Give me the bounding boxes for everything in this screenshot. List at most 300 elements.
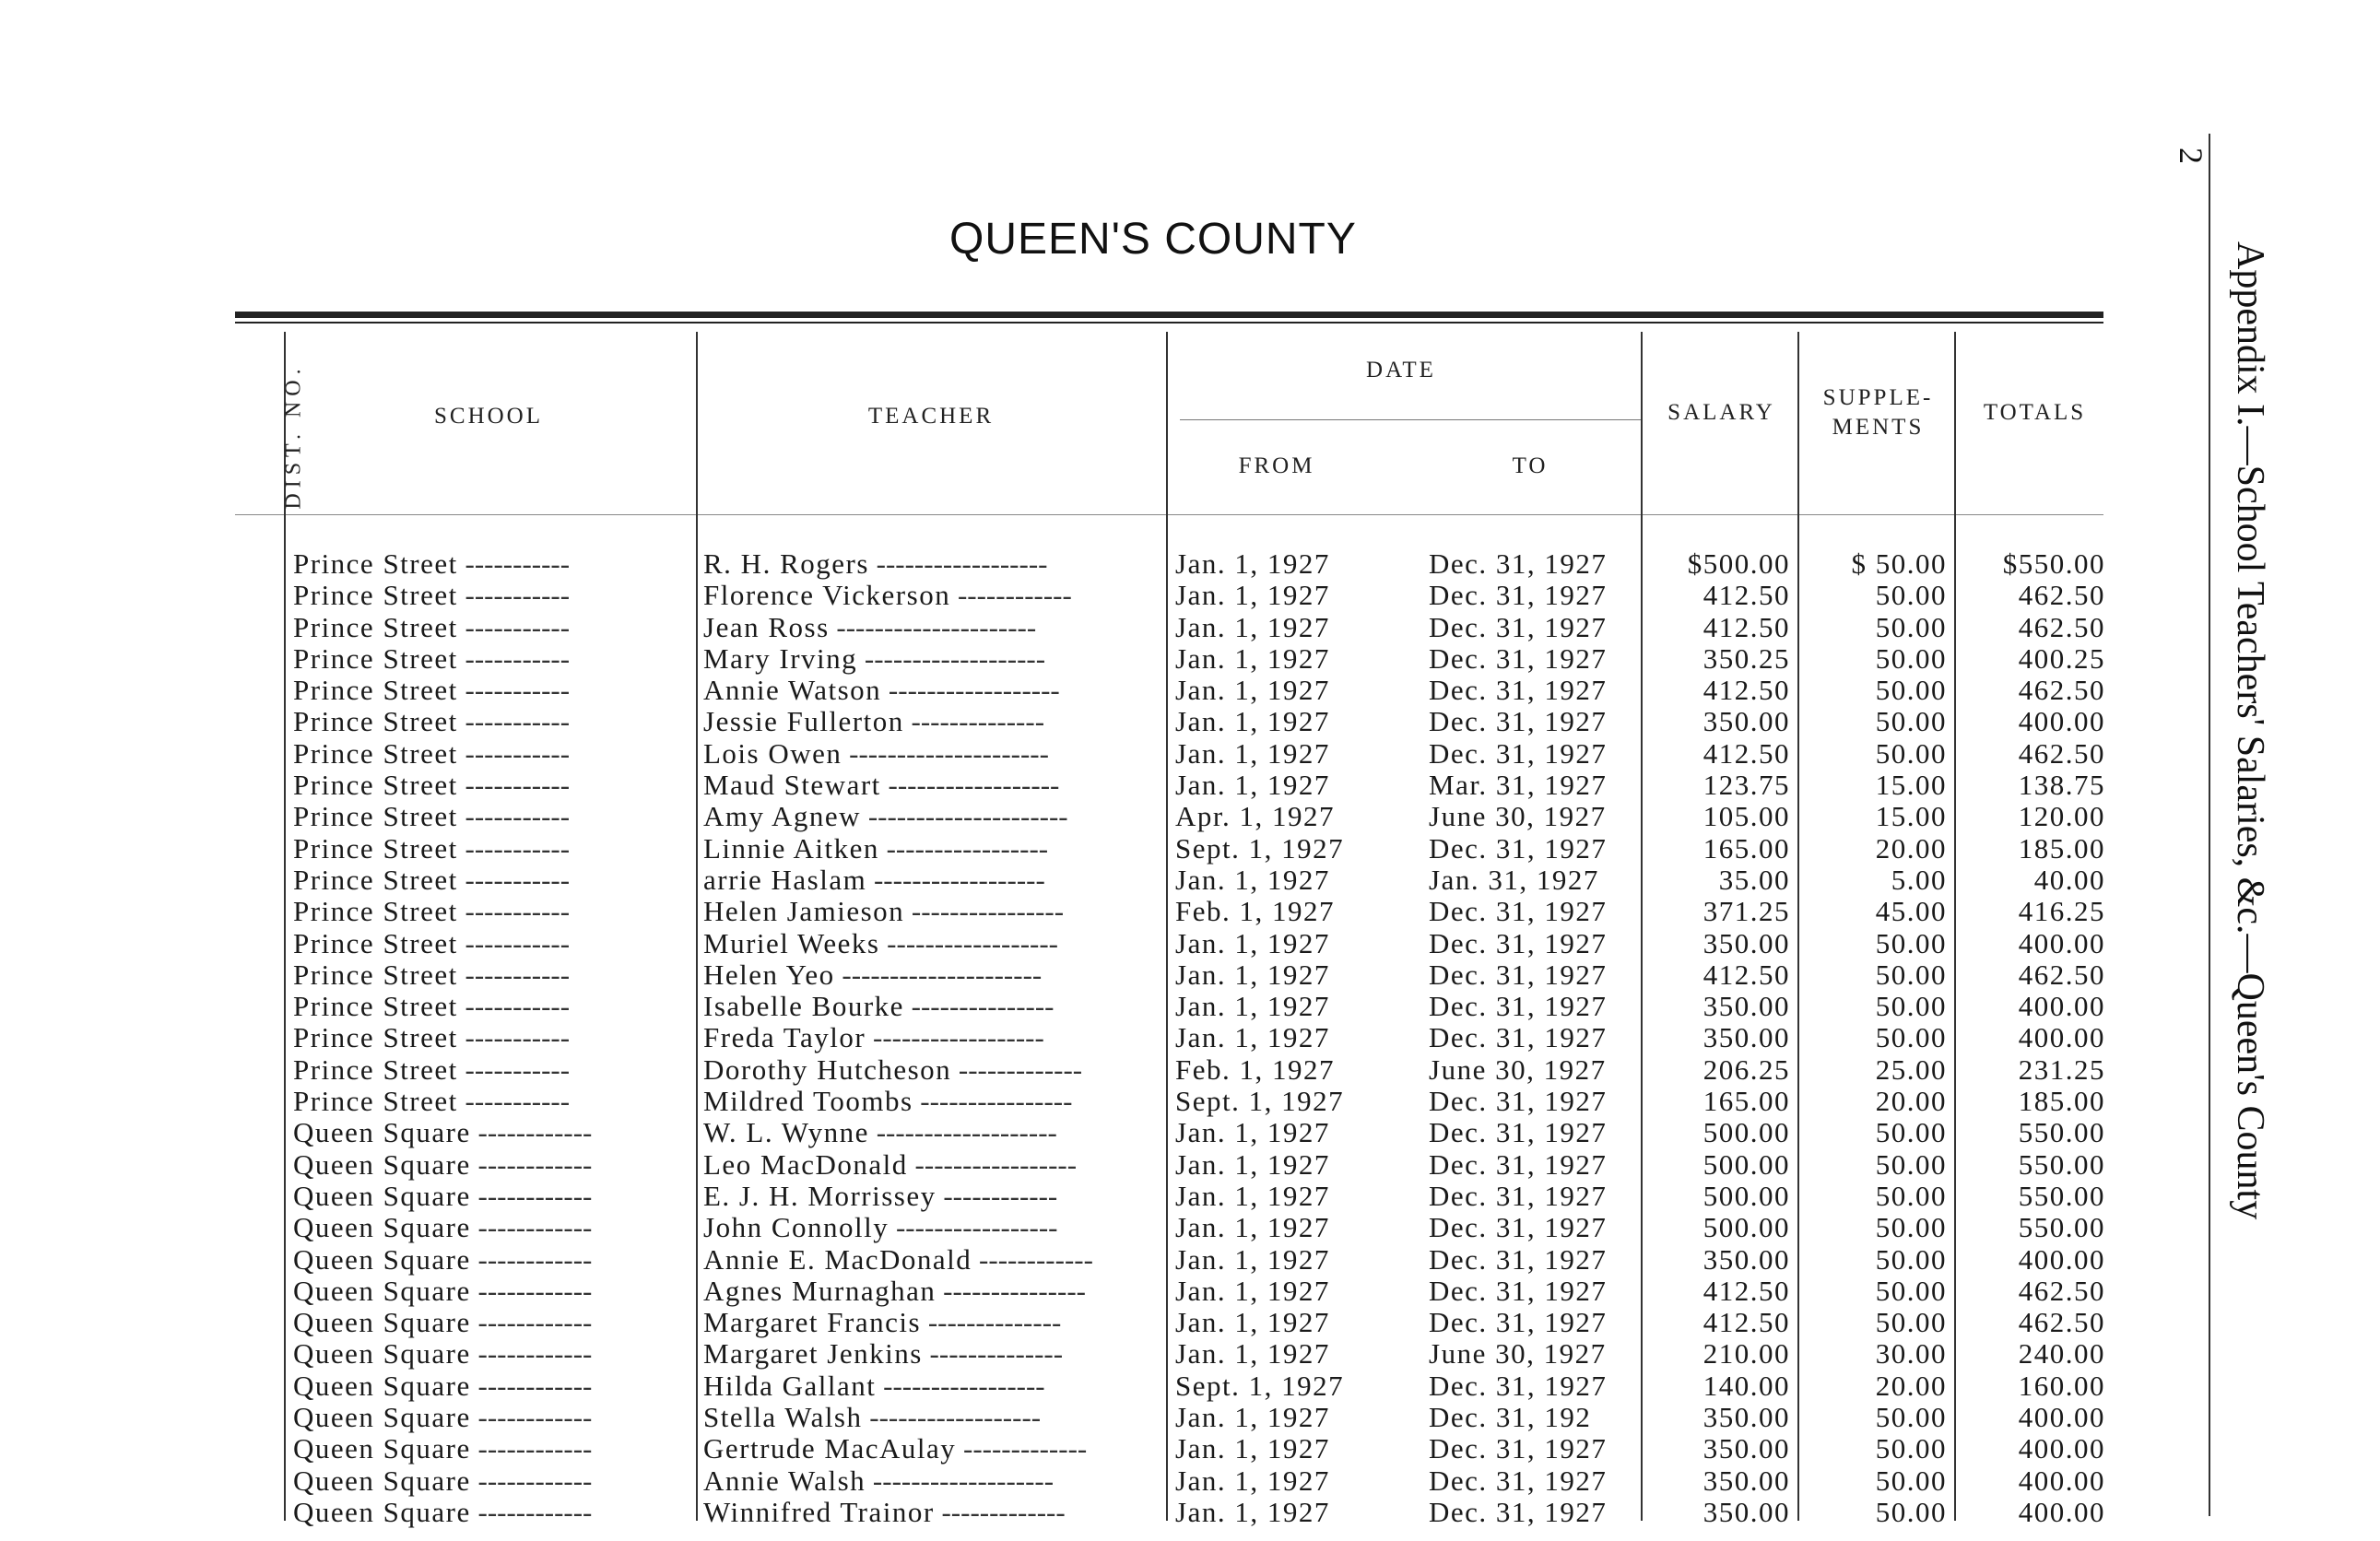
teacher-cell: Annie E. MacDonald ------------ [703,1242,1093,1276]
supplements-cell: 50.00 [1875,1179,1947,1212]
salary-cell: 35.00 [1718,863,1790,896]
date-to-cell: Dec. 31, 1927 [1429,990,1608,1023]
supplements-cell: 50.00 [1875,1274,1947,1307]
leader-dots: ------------- [951,1053,1083,1086]
leader-dots: ------------------ [868,547,1048,580]
leader-dots: ------------------ [879,926,1058,959]
table-row [0,674,2212,705]
leader-dots: ------------------ [881,674,1060,707]
salary-cell: 500.00 [1703,1116,1790,1149]
date-to-cell: June 30, 1927 [1429,1053,1607,1086]
total-cell: 550.00 [2018,1211,2105,1244]
salary-cell: 165.00 [1703,831,1790,865]
date-to-cell: Dec. 31, 1927 [1429,641,1608,675]
leader-dots: --------------- [936,1274,1086,1307]
date-from-cell: Jan. 1, 1927 [1175,1211,1330,1244]
header-rule-thin [235,322,2103,323]
teacher-cell: Margaret Francis -------------- [703,1306,1062,1339]
teacher-cell: Winnifred Trainor ------------- [703,1495,1066,1528]
date-from-cell: Jan. 1, 1927 [1175,1179,1330,1212]
date-from-cell: Sept. 1, 1927 [1175,831,1345,865]
table-row [0,1085,2212,1116]
table-row [0,864,2212,895]
leader-dots: ----------- [457,736,571,770]
supplements-cell: 50.00 [1875,1401,1947,1434]
date-to-cell: Dec. 31, 1927 [1429,926,1608,959]
header-dist-no: DIST. NO. [281,363,306,510]
header-salary: SALARY [1667,400,1775,425]
leader-dots: --------------------- [842,736,1049,770]
total-cell: 416.25 [2018,895,2105,928]
salary-cell: 350.00 [1703,705,1790,738]
header-supplements-1: SUPPLE- [1822,385,1934,410]
date-from-cell: Jan. 1, 1927 [1175,990,1330,1023]
leader-dots: ------------ [950,579,1072,612]
supplements-cell: 50.00 [1875,1432,1947,1465]
supplements-cell: 15.00 [1875,800,1947,833]
leader-dots: ------------ [470,1211,593,1244]
school-cell: Queen Square ------------ [293,1432,593,1465]
teacher-cell: Dorothy Hutcheson ------------- [703,1053,1083,1086]
supplements-cell: 50.00 [1875,1211,1947,1244]
supplements-cell: 5.00 [1891,863,1947,896]
school-cell: Prince Street ----------- [293,895,571,928]
table-row [0,800,2212,831]
leader-dots: ------------ [936,1179,1058,1212]
side-page-number: 2 [2173,147,2209,164]
salary-cell: $500.00 [1687,547,1790,580]
total-cell: 400.00 [2018,1401,2105,1434]
date-from-cell: Jan. 1, 1927 [1175,863,1330,896]
school-cell: Queen Square ------------ [293,1242,593,1276]
date-from-cell: Jan. 1, 1927 [1175,1242,1330,1276]
teacher-cell: Stella Walsh ------------------ [703,1401,1042,1434]
salary-cell: 500.00 [1703,1211,1790,1244]
date-divider-rule [1180,419,1641,420]
total-cell: 400.00 [2018,705,2105,738]
salary-cell: 412.50 [1703,1274,1790,1307]
date-to-cell: Dec. 31, 1927 [1429,1085,1608,1118]
side-running-title: Appendix I.—School Teachers' Salaries, &c.—Queen's County [2229,241,2271,1220]
header-rule-thick-right [776,312,2103,318]
supplements-cell: 15.00 [1875,769,1947,802]
supplements-cell: 50.00 [1875,1242,1947,1276]
header-teacher: TEACHER [867,404,995,429]
header-date: DATE [1366,358,1436,382]
leader-dots: ------------------ [880,769,1060,802]
salary-cell: 350.00 [1703,1495,1790,1528]
date-to-cell: Dec. 31, 1927 [1429,547,1608,580]
supplements-cell: 50.00 [1875,1147,1947,1181]
teacher-cell: Muriel Weeks ------------------ [703,926,1058,959]
salary-cell: 412.50 [1703,674,1790,707]
leader-dots: -------------- [903,705,1045,738]
total-cell: 400.00 [2018,990,2105,1023]
leader-dots: ----------- [457,1021,571,1054]
leader-dots: ----------- [457,705,571,738]
table-row [0,1053,2212,1085]
salary-cell: 500.00 [1703,1147,1790,1181]
teacher-cell: Annie Watson ------------------ [703,674,1060,707]
school-cell: Queen Square ------------ [293,1401,593,1434]
date-to-cell: June 30, 1927 [1429,800,1607,833]
salary-cell: 412.50 [1703,736,1790,770]
teacher-cell: Helen Yeo --------------------- [703,958,1043,991]
teacher-cell: arrie Haslam ------------------ [703,863,1045,896]
leader-dots: ----------- [457,674,571,707]
school-cell: Prince Street ----------- [293,705,571,738]
teacher-cell: Mildred Toombs ---------------- [703,1085,1073,1118]
supplements-cell: 50.00 [1875,958,1947,991]
leader-dots: --------------------- [861,800,1068,833]
date-from-cell: Jan. 1, 1927 [1175,1274,1330,1307]
leader-dots: ----------------- [907,1147,1078,1181]
teacher-cell: Amy Agnew --------------------- [703,800,1068,833]
total-cell: 462.50 [2018,958,2105,991]
table-row [0,611,2212,642]
leader-dots: ------------------- [857,641,1046,675]
date-from-cell: Jan. 1, 1927 [1175,1464,1330,1497]
supplements-cell: 20.00 [1875,1369,1947,1402]
leader-dots: ------------------ [862,1401,1042,1434]
leader-dots: ------------ [470,1274,593,1307]
salary-cell: 210.00 [1703,1337,1790,1370]
teacher-cell: Hilda Gallant ----------------- [703,1369,1045,1402]
total-cell: 550.00 [2018,1179,2105,1212]
leader-dots: ------------- [956,1432,1088,1465]
supplements-cell: 20.00 [1875,831,1947,865]
teacher-cell: Margaret Jenkins -------------- [703,1337,1064,1370]
salary-cell: 350.00 [1703,1242,1790,1276]
salary-cell: 412.50 [1703,579,1790,612]
salary-cell: 206.25 [1703,1053,1790,1086]
date-from-cell: Jan. 1, 1927 [1175,1495,1330,1528]
date-from-cell: Jan. 1, 1927 [1175,1021,1330,1054]
teacher-cell: John Connolly ----------------- [703,1211,1058,1244]
leader-dots: ----------- [457,895,571,928]
date-to-cell: Dec. 31, 1927 [1429,895,1608,928]
teacher-cell: R. H. Rogers ------------------ [703,547,1048,580]
date-from-cell: Jan. 1, 1927 [1175,547,1330,580]
leader-dots: ------------------ [866,863,1045,896]
header-to: TO [1512,453,1549,478]
table-row [0,927,2212,959]
leader-dots: ------------ [972,1242,1093,1276]
school-cell: Queen Square ------------ [293,1369,593,1402]
date-to-cell: Dec. 31, 1927 [1429,831,1608,865]
supplements-cell: 50.00 [1875,736,1947,770]
school-cell: Queen Square ------------ [293,1306,593,1339]
salary-cell: 412.50 [1703,610,1790,643]
supplements-cell: 50.00 [1875,926,1947,959]
leader-dots: -------------- [922,1337,1064,1370]
salary-cell: 140.00 [1703,1369,1790,1402]
leader-dots: ----------- [457,1085,571,1118]
supplements-cell: 20.00 [1875,1085,1947,1118]
date-to-cell: Dec. 31, 1927 [1429,1432,1608,1465]
supplements-cell: 50.00 [1875,641,1947,675]
leader-dots: ----------- [457,547,571,580]
date-from-cell: Apr. 1, 1927 [1175,800,1335,833]
date-from-cell: Jan. 1, 1927 [1175,1147,1330,1181]
total-cell: 462.50 [2018,579,2105,612]
salary-cell: 350.00 [1703,1464,1790,1497]
table-row [0,1432,2212,1464]
date-to-cell: Dec. 31, 1927 [1429,1464,1608,1497]
school-cell: Prince Street ----------- [293,800,571,833]
leader-dots: ----------- [457,1053,571,1086]
header-totals: TOTALS [1983,400,2087,425]
leader-dots: ------------ [470,1337,593,1370]
date-to-cell: Dec. 31, 1927 [1429,1179,1608,1212]
school-cell: Queen Square ------------ [293,1116,593,1149]
date-from-cell: Jan. 1, 1927 [1175,1337,1330,1370]
leader-dots: ------------ [470,1401,593,1434]
date-from-cell: Feb. 1, 1927 [1175,1053,1335,1086]
teacher-cell: Florence Vickerson ------------ [703,579,1072,612]
table-row [0,990,2212,1021]
school-cell: Prince Street ----------- [293,579,571,612]
date-from-cell: Jan. 1, 1927 [1175,610,1330,643]
leader-dots: ----------- [457,958,571,991]
salary-cell: 350.00 [1703,1401,1790,1434]
total-cell: 231.25 [2018,1053,2105,1086]
salary-cell: 412.50 [1703,1306,1790,1339]
total-cell: 400.00 [2018,926,2105,959]
table-row [0,1465,2212,1496]
date-from-cell: Jan. 1, 1927 [1175,674,1330,707]
salary-cell: 350.00 [1703,926,1790,959]
supplements-cell: 50.00 [1875,1116,1947,1149]
side-margin-rule [2209,134,2210,1516]
date-to-cell: Mar. 31, 1927 [1429,769,1608,802]
leader-dots: ----------- [457,831,571,865]
school-cell: Prince Street ----------- [293,990,571,1023]
supplements-cell: 50.00 [1875,1495,1947,1528]
teacher-cell: Linnie Aitken ----------------- [703,831,1049,865]
supplements-cell: 45.00 [1875,895,1947,928]
leader-dots: ----------- [457,610,571,643]
teacher-cell: Maud Stewart ------------------ [703,769,1060,802]
date-from-cell: Feb. 1, 1927 [1175,895,1335,928]
leader-dots: ------------ [470,1495,593,1528]
table-row [0,1275,2212,1306]
date-from-cell: Jan. 1, 1927 [1175,1306,1330,1339]
total-cell: 550.00 [2018,1116,2105,1149]
date-from-cell: Jan. 1, 1927 [1175,769,1330,802]
supplements-cell: 30.00 [1875,1337,1947,1370]
teacher-cell: Agnes Murnaghan --------------- [703,1274,1086,1307]
total-cell: 400.25 [2018,641,2105,675]
date-from-cell: Jan. 1, 1927 [1175,579,1330,612]
teacher-cell: Lois Owen --------------------- [703,736,1049,770]
total-cell: 400.00 [2018,1021,2105,1054]
salary-cell: 350.25 [1703,641,1790,675]
teacher-cell: Freda Taylor ------------------ [703,1021,1044,1054]
leader-dots: --------------- [903,990,1055,1023]
table-row [0,579,2212,610]
salary-cell: 371.25 [1703,895,1790,928]
school-cell: Queen Square ------------ [293,1464,593,1497]
teacher-cell: Annie Walsh ------------------- [703,1464,1055,1497]
leader-dots: -------------- [921,1306,1062,1339]
total-cell: 138.75 [2018,769,2105,802]
table-row [0,1370,2212,1401]
date-to-cell: Dec. 31, 1927 [1429,1147,1608,1181]
total-cell: 462.50 [2018,1274,2105,1307]
school-cell: Prince Street ----------- [293,610,571,643]
leader-dots: ----------------- [878,831,1049,865]
table-row [0,832,2212,864]
teacher-cell: Isabelle Bourke --------------- [703,990,1055,1023]
school-cell: Queen Square ------------ [293,1274,593,1307]
date-to-cell: Dec. 31, 1927 [1429,1274,1608,1307]
supplements-cell: 50.00 [1875,1021,1947,1054]
table-row [0,1401,2212,1432]
leader-dots: ----------- [457,641,571,675]
leader-dots: --------------------- [834,958,1043,991]
teacher-cell: Jean Ross --------------------- [703,610,1037,643]
date-from-cell: Sept. 1, 1927 [1175,1085,1345,1118]
table-row [0,642,2212,674]
date-from-cell: Sept. 1, 1927 [1175,1369,1345,1402]
table-row [0,895,2212,926]
date-to-cell: Dec. 31, 1927 [1429,1021,1608,1054]
salary-cell: 350.00 [1703,1021,1790,1054]
date-from-cell: Jan. 1, 1927 [1175,926,1330,959]
leader-dots: ------------ [470,1464,593,1497]
table-row [0,1306,2212,1337]
leader-dots: ------------------ [866,1021,1044,1054]
table-row [0,959,2212,990]
total-cell: 400.00 [2018,1432,2105,1465]
header-school: SCHOOL [433,404,543,429]
leader-dots: ---------------- [904,895,1065,928]
table-row [0,1180,2212,1211]
total-cell: 400.00 [2018,1495,2105,1528]
leader-dots: ------------ [470,1369,593,1402]
total-cell: 40.00 [2033,863,2105,896]
salary-cell: 412.50 [1703,958,1790,991]
leader-dots: ------------ [470,1179,593,1212]
leader-dots: ------------ [470,1432,593,1465]
date-to-cell: Dec. 31, 192 [1429,1401,1592,1434]
leader-dots: ----------- [457,800,571,833]
salary-table-body [0,547,2212,1527]
teacher-cell: Gertrude MacAulay ------------- [703,1432,1088,1465]
date-to-cell: Dec. 31, 1927 [1429,1211,1608,1244]
date-to-cell: Dec. 31, 1927 [1429,1306,1608,1339]
table-row [0,737,2212,769]
supplements-cell: 50.00 [1875,674,1947,707]
total-cell: 462.50 [2018,610,2105,643]
supplements-cell: 50.00 [1875,579,1947,612]
table-row [0,547,2212,579]
header-bottom-rule [235,514,2103,515]
school-cell: Prince Street ----------- [293,1085,571,1118]
date-from-cell: Jan. 1, 1927 [1175,1116,1330,1149]
total-cell: 400.00 [2018,1242,2105,1276]
leader-dots: ------------- [934,1495,1066,1528]
supplements-cell: $ 50.00 [1851,547,1947,580]
salary-cell: 350.00 [1703,1432,1790,1465]
date-from-cell: Jan. 1, 1927 [1175,1401,1330,1434]
leader-dots: ---------------- [913,1085,1073,1118]
school-cell: Prince Street ----------- [293,1021,571,1054]
school-cell: Prince Street ----------- [293,769,571,802]
date-to-cell: Dec. 31, 1927 [1429,958,1608,991]
teacher-cell: Jessie Fullerton -------------- [703,705,1045,738]
leader-dots: ------------------- [866,1464,1055,1497]
table-row [0,1116,2212,1147]
date-to-cell: Dec. 31, 1927 [1429,610,1608,643]
date-to-cell: Dec. 31, 1927 [1429,1116,1608,1149]
table-row [0,1496,2212,1527]
leader-dots: ----------------- [889,1211,1058,1244]
school-cell: Prince Street ----------- [293,863,571,896]
date-to-cell: Dec. 31, 1927 [1429,705,1608,738]
table-row [0,1148,2212,1180]
leader-dots: ----------- [457,863,571,896]
leader-dots: ----------- [457,926,571,959]
supplements-cell: 50.00 [1875,610,1947,643]
date-from-cell: Jan. 1, 1927 [1175,958,1330,991]
school-cell: Prince Street ----------- [293,926,571,959]
leader-dots: ----------- [457,579,571,612]
school-cell: Prince Street ----------- [293,641,571,675]
salary-cell: 123.75 [1703,769,1790,802]
header-supplements-2: MENTS [1832,415,1925,440]
date-from-cell: Jan. 1, 1927 [1175,641,1330,675]
school-cell: Queen Square ------------ [293,1337,593,1370]
table-row [0,1337,2212,1369]
supplements-cell: 50.00 [1875,990,1947,1023]
school-cell: Prince Street ----------- [293,547,571,580]
school-cell: Prince Street ----------- [293,674,571,707]
table-row [0,1211,2212,1242]
date-to-cell: June 30, 1927 [1429,1337,1607,1370]
total-cell: 185.00 [2018,1085,2105,1118]
table-row [0,705,2212,736]
salary-cell: 105.00 [1703,800,1790,833]
total-cell: $550.00 [2002,547,2105,580]
leader-dots: ------------ [470,1116,593,1149]
salary-cell: 500.00 [1703,1179,1790,1212]
leader-dots: --------------------- [829,610,1037,643]
school-cell: Queen Square ------------ [293,1147,593,1181]
total-cell: 462.50 [2018,736,2105,770]
table-row [0,1021,2212,1053]
teacher-cell: W. L. Wynne ------------------- [703,1116,1057,1149]
salary-cell: 350.00 [1703,990,1790,1023]
school-cell: Prince Street ----------- [293,831,571,865]
date-from-cell: Jan. 1, 1927 [1175,736,1330,770]
total-cell: 160.00 [2018,1369,2105,1402]
teacher-cell: Mary Irving ------------------- [703,641,1046,675]
leader-dots: ----------------- [876,1369,1045,1402]
date-to-cell: Dec. 31, 1927 [1429,736,1608,770]
supplements-cell: 50.00 [1875,1306,1947,1339]
date-to-cell: Dec. 31, 1927 [1429,579,1608,612]
school-cell: Queen Square ------------ [293,1495,593,1528]
total-cell: 120.00 [2018,800,2105,833]
total-cell: 240.00 [2018,1337,2105,1370]
leader-dots: ------------ [470,1306,593,1339]
date-from-cell: Jan. 1, 1927 [1175,705,1330,738]
school-cell: Queen Square ------------ [293,1211,593,1244]
date-to-cell: Jan. 31, 1927 [1429,863,1599,896]
leader-dots: ----------- [457,769,571,802]
